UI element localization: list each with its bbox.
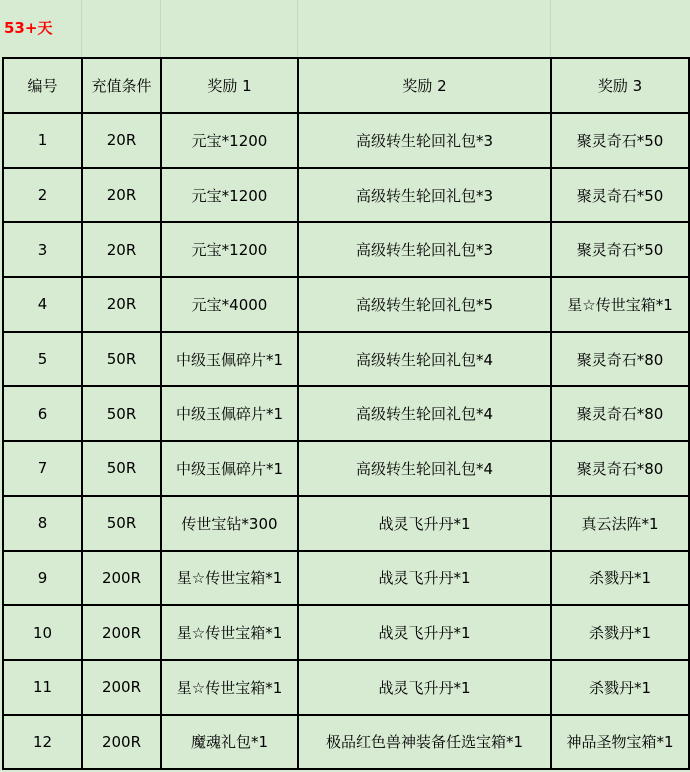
cell-reward-1[interactable]: 星☆传世宝箱*1 xyxy=(161,660,298,715)
cell-reward-1[interactable]: 元宝*1200 xyxy=(161,222,298,277)
cell-id[interactable]: 3 xyxy=(3,222,82,277)
cell-condition[interactable]: 20R xyxy=(82,222,161,277)
cell-reward-2[interactable]: 高级转生轮回礼包*5 xyxy=(298,277,551,332)
cell-condition[interactable]: 200R xyxy=(82,660,161,715)
cell-condition[interactable]: 200R xyxy=(82,605,161,660)
cell-id[interactable]: 10 xyxy=(3,605,82,660)
table-row xyxy=(3,441,689,496)
cell-id[interactable]: 6 xyxy=(3,386,82,441)
cell-reward-2[interactable]: 极品红色兽神装备任选宝箱*1 xyxy=(298,715,551,770)
cell-reward-1[interactable]: 元宝*1200 xyxy=(161,113,298,168)
cell-reward-2[interactable]: 战灵飞升丹*1 xyxy=(298,496,551,551)
cell-reward-2[interactable]: 战灵飞升丹*1 xyxy=(298,605,551,660)
cell-reward-2[interactable]: 战灵飞升丹*1 xyxy=(298,660,551,715)
cell-reward-1[interactable]: 魔魂礼包*1 xyxy=(161,715,298,770)
cell-reward-3[interactable]: 聚灵奇石*80 xyxy=(551,441,689,496)
cell-id[interactable]: 8 xyxy=(3,496,82,551)
cell-condition[interactable]: 200R xyxy=(82,551,161,606)
rewards-table xyxy=(2,57,690,770)
cell-reward-3[interactable]: 杀戮丹*1 xyxy=(551,551,689,606)
cell-reward-2[interactable]: 高级转生轮回礼包*3 xyxy=(298,168,551,223)
header-id[interactable]: 编号 xyxy=(3,58,82,113)
cell-condition[interactable]: 20R xyxy=(82,113,161,168)
table-row xyxy=(3,551,689,606)
cell-reward-1[interactable]: 元宝*4000 xyxy=(161,277,298,332)
cell-reward-3[interactable]: 聚灵奇石*80 xyxy=(551,332,689,387)
header-reward-2[interactable]: 奖励 2 xyxy=(298,58,551,113)
cell-reward-1[interactable]: 传世宝钻*300 xyxy=(161,496,298,551)
table-row xyxy=(3,715,689,770)
cell-reward-1[interactable]: 中级玉佩碎片*1 xyxy=(161,386,298,441)
cell-id[interactable]: 11 xyxy=(3,660,82,715)
table-row xyxy=(3,332,689,387)
cell-reward-2[interactable]: 高级转生轮回礼包*4 xyxy=(298,332,551,387)
table-row xyxy=(3,386,689,441)
cell-reward-3[interactable]: 杀戮丹*1 xyxy=(551,605,689,660)
header-row xyxy=(3,58,689,113)
cell-reward-2[interactable]: 高级转生轮回礼包*3 xyxy=(298,113,551,168)
cell-condition[interactable]: 50R xyxy=(82,386,161,441)
cell-reward-1[interactable]: 星☆传世宝箱*1 xyxy=(161,605,298,660)
table-row xyxy=(3,660,689,715)
banner-cell[interactable] xyxy=(551,0,690,57)
cell-id[interactable]: 7 xyxy=(3,441,82,496)
header-condition[interactable]: 充值条件 xyxy=(82,58,161,113)
banner-cell[interactable] xyxy=(161,0,298,57)
cell-reward-3[interactable]: 聚灵奇石*50 xyxy=(551,222,689,277)
banner-title[interactable]: 53+天 xyxy=(0,0,82,57)
cell-reward-3[interactable]: 真云法阵*1 xyxy=(551,496,689,551)
cell-condition[interactable]: 20R xyxy=(82,168,161,223)
banner-cell[interactable] xyxy=(298,0,551,57)
table-row xyxy=(3,113,689,168)
banner-cell[interactable] xyxy=(82,0,161,57)
cell-id[interactable]: 9 xyxy=(3,551,82,606)
cell-condition[interactable]: 20R xyxy=(82,277,161,332)
cell-reward-2[interactable]: 高级转生轮回礼包*4 xyxy=(298,441,551,496)
cell-reward-3[interactable]: 杀戮丹*1 xyxy=(551,660,689,715)
cell-reward-3[interactable]: 聚灵奇石*50 xyxy=(551,168,689,223)
table-row xyxy=(3,605,689,660)
cell-reward-1[interactable]: 元宝*1200 xyxy=(161,168,298,223)
cell-id[interactable]: 2 xyxy=(3,168,82,223)
cell-reward-3[interactable]: 聚灵奇石*50 xyxy=(551,113,689,168)
cell-condition[interactable]: 50R xyxy=(82,496,161,551)
cell-condition[interactable]: 50R xyxy=(82,332,161,387)
cell-reward-2[interactable]: 战灵飞升丹*1 xyxy=(298,551,551,606)
cell-id[interactable]: 5 xyxy=(3,332,82,387)
table-row xyxy=(3,496,689,551)
table-row xyxy=(3,168,689,223)
cell-id[interactable]: 4 xyxy=(3,277,82,332)
cell-reward-1[interactable]: 中级玉佩碎片*1 xyxy=(161,441,298,496)
cell-reward-3[interactable]: 聚灵奇石*80 xyxy=(551,386,689,441)
cell-condition[interactable]: 200R xyxy=(82,715,161,770)
header-reward-3[interactable]: 奖励 3 xyxy=(551,58,689,113)
cell-reward-1[interactable]: 中级玉佩碎片*1 xyxy=(161,332,298,387)
cell-id[interactable]: 1 xyxy=(3,113,82,168)
cell-reward-3[interactable]: 星☆传世宝箱*1 xyxy=(551,277,689,332)
cell-reward-2[interactable]: 高级转生轮回礼包*4 xyxy=(298,386,551,441)
table-row xyxy=(3,222,689,277)
cell-condition[interactable]: 50R xyxy=(82,441,161,496)
cell-reward-2[interactable]: 高级转生轮回礼包*3 xyxy=(298,222,551,277)
cell-reward-1[interactable]: 星☆传世宝箱*1 xyxy=(161,551,298,606)
table-row xyxy=(3,277,689,332)
cell-reward-3[interactable]: 神品圣物宝箱*1 xyxy=(551,715,689,770)
header-reward-1[interactable]: 奖励 1 xyxy=(161,58,298,113)
cell-id[interactable]: 12 xyxy=(3,715,82,770)
banner-row xyxy=(0,0,690,57)
